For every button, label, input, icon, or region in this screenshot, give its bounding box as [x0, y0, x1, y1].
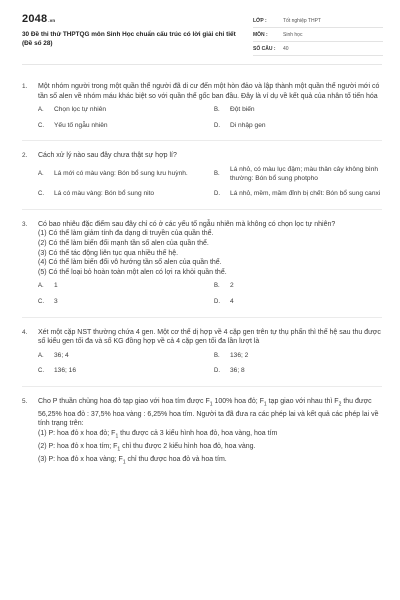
- statement: (1) Có thể làm giảm tính đa dạng di truyền của quần thể.: [38, 230, 214, 238]
- header-divider: [22, 64, 382, 65]
- statement: (4) Có thể làm biến đổi vô hướng tần số alen của quần thể.: [38, 259, 222, 267]
- option-d[interactable]: D. Lá nhỏ, mềm, mầm đỉnh bị chết: Bón bổ sung canxi: [214, 190, 381, 198]
- question-5: [22, 397, 382, 478]
- statement: (2) P: hoa đỏ x hoa tím; $F_1$ chỉ thu được 2 kiểu hình hoa đỏ, hoa vàng.: [38, 443, 256, 453]
- option-d[interactable]: D. Di nhập gen: [214, 121, 266, 129]
- exam-meta: [253, 14, 383, 56]
- question-number: 4.: [22, 328, 28, 336]
- question-text: Có bao nhiêu đặc điểm sau đây chỉ có ở các yếu tố ngẫu nhiên mà không có chọn lọc tự nhiên?: [38, 220, 336, 228]
- question-text: Cách xử lý nào sau đây chưa thật sự hợp lí?: [38, 152, 177, 160]
- option-a[interactable]: A. Chọn lọc tự nhiên: [38, 106, 107, 114]
- option-b[interactable]: B. 2: [214, 282, 234, 290]
- option-a[interactable]: A. 1: [38, 282, 58, 290]
- question-1: [22, 82, 382, 141]
- question-list: [0, 82, 400, 488]
- page-header: [0, 0, 400, 62]
- option-c[interactable]: C. Lá có màu vàng: Bón bổ sung nito: [38, 190, 155, 198]
- option-c[interactable]: C. 136; 16: [38, 367, 76, 375]
- statement: (5) Có thể loại bỏ hoàn toàn một alen có lợi ra khỏi quần thể.: [38, 268, 227, 276]
- site-logo[interactable]: 2048.vn: [22, 13, 56, 25]
- option-a[interactable]: A. 36; 4: [38, 351, 69, 359]
- option-a[interactable]: A. Lá mới có màu vàng: Bón bổ sung lưu huỳnh.: [38, 170, 188, 178]
- option-c[interactable]: C. Yếu tố ngẫu nhiên: [38, 121, 108, 129]
- question-text: Cho P thuần chủng hoa đỏ tạp giao với hoa tím được $F_1$ 100% hoa đỏ; $F_1$ tạp giao với nhau thì $F_2$ thu được 56,25% hoa đỏ : 37,5% hoa vàng : 6,25% hoa tím. Người ta đã đưa ra các phép lai và kết quả các phép lai về tính trạng trên:: [38, 397, 379, 428]
- meta-grade: LỚP : Tốt nghiệp THPT: [253, 14, 383, 28]
- document-title: 30 Đề thi thử THPTQG môn Sinh Học chuẩn cấu trúc có lời giải chi tiết (Đề số 28): [22, 31, 236, 47]
- question-number: 5.: [22, 397, 28, 405]
- option-d[interactable]: D. 36; 8: [214, 367, 245, 375]
- statement: (1) P: hoa đỏ x hoa đỏ; $F_1$ thu được cả 3 kiểu hình hoa đỏ, hoa vàng, hoa tím: [38, 430, 278, 440]
- option-d[interactable]: D. 4: [214, 297, 234, 305]
- question-4: [22, 328, 382, 387]
- question-2: [22, 151, 382, 209]
- option-b[interactable]: B. Đột biến: [214, 106, 255, 114]
- statement-list: [38, 229, 382, 277]
- statement: (3) Có thể tác động liên tục qua nhiều thế hệ.: [38, 249, 179, 257]
- option-c[interactable]: C. 3: [38, 297, 58, 305]
- statement: (3) P: hoa đỏ x hoa vàng; $F_1$ chỉ thu được hoa đỏ và hoa tím.: [38, 456, 227, 466]
- meta-question-count: SỐ CÂU : 40: [253, 42, 383, 56]
- meta-subject: MÔN : Sinh học: [253, 28, 383, 42]
- option-b[interactable]: B. Lá nhỏ, có màu lục đậm; màu thân cây không bình thường: Bón bổ sung photpho: [214, 165, 379, 182]
- statement: (2) Có thể làm biến đổi mạnh tần số alen của quần thể.: [38, 239, 209, 247]
- question-number: 3.: [22, 220, 28, 228]
- question-text: Một nhóm người trong một quần thể người đã di cư đến một hòn đảo và lập thành một quần thể người mới có tần số alen về nhóm máu khác biệt so với quần thể gốc ban đầu. Đây là ví dụ về kết quả của nhân tố tiến hóa: [38, 83, 380, 100]
- question-number: 1.: [22, 83, 28, 90]
- option-b[interactable]: B. 136; 2: [214, 351, 249, 359]
- question-text: Xét một cặp NST thường chứa 4 gen. Một cơ thể dị hợp về 4 cặp gen trên tự thụ phấn thì thế hệ sau thu được số kiểu gen tối đa và số KG đồng hợp về cả 4 cặp gen tối đa lần lượt là: [38, 328, 381, 346]
- statement-list: [38, 429, 382, 468]
- question-number: 2.: [22, 152, 28, 160]
- question-3: [22, 220, 382, 318]
